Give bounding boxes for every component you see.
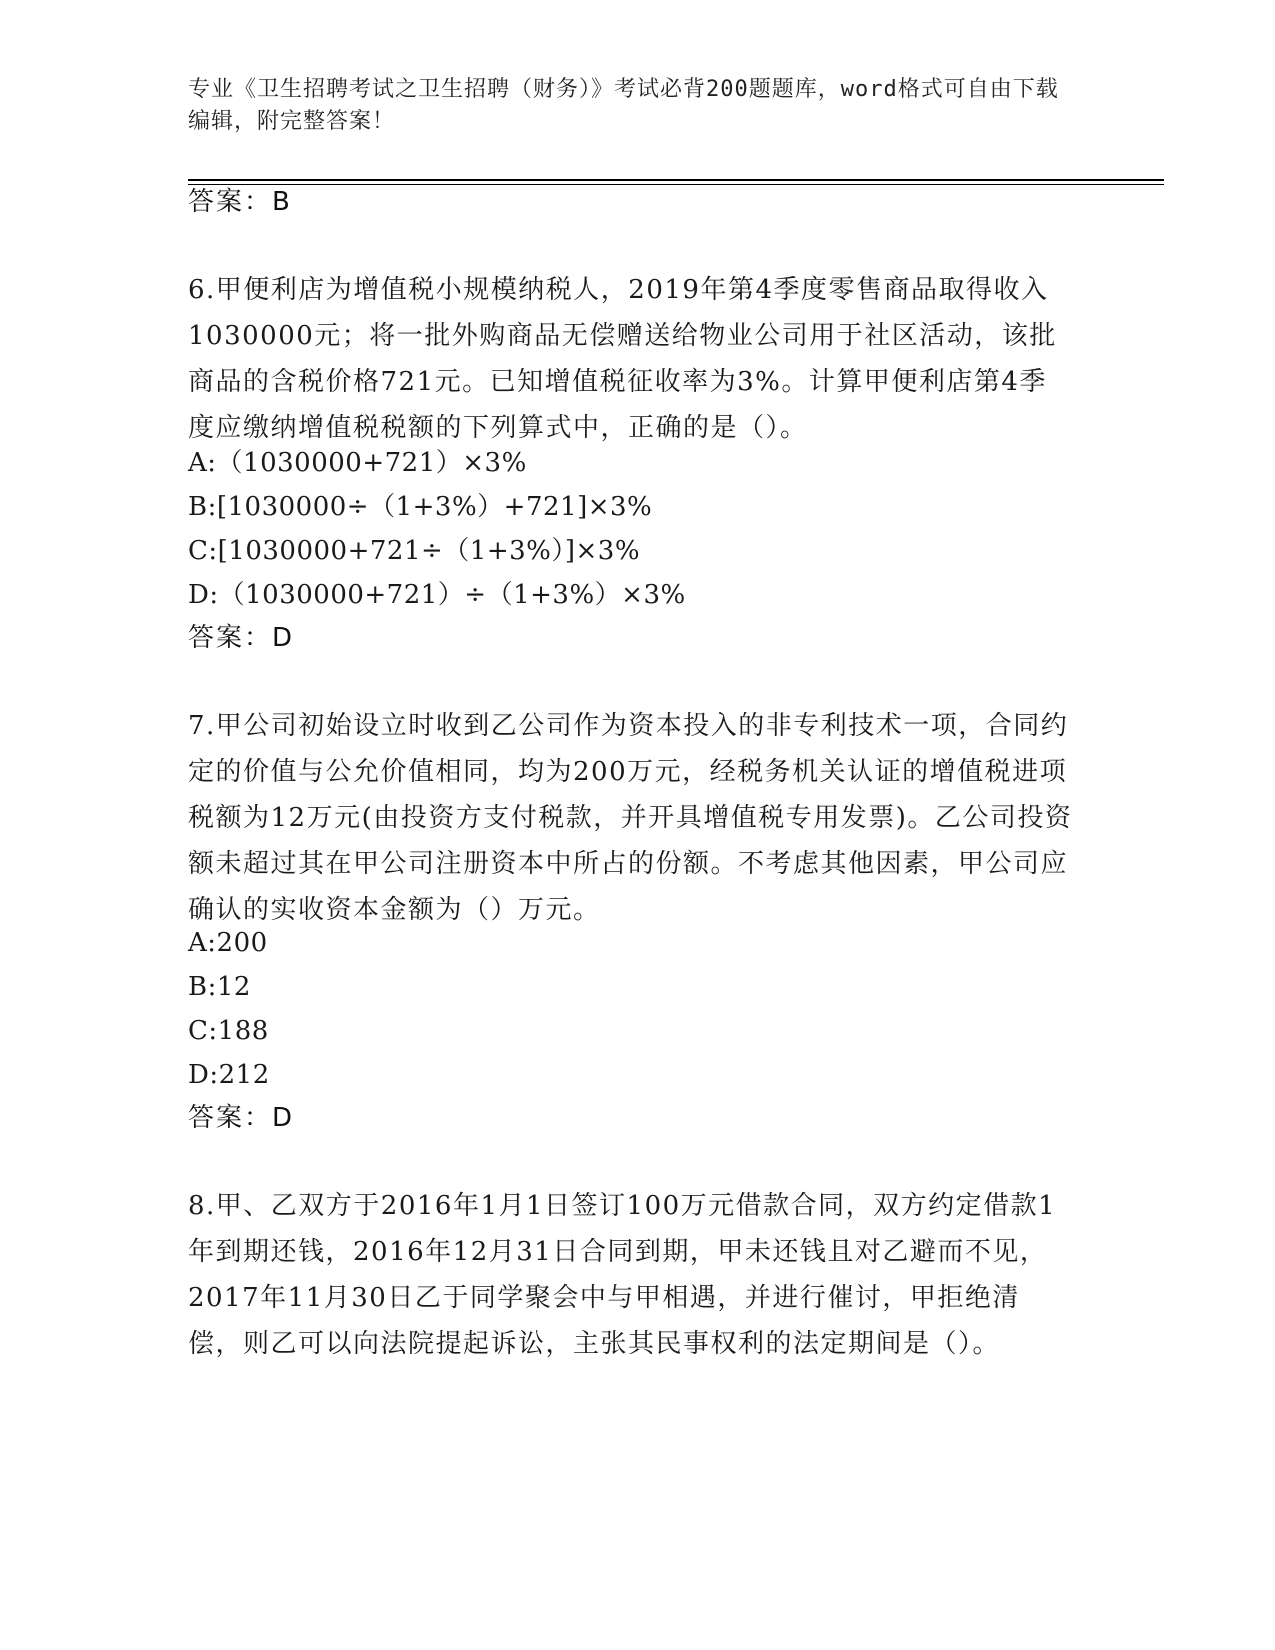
- option-d: D:212: [188, 1060, 270, 1090]
- question-text: 8.甲、乙双方于2016年1月1日签订100万元借款合同，双方约定借款1年到期还钱，2016年12月31日合同到期，甲未还钱且对乙避而不见，2017年11月30日乙于同学聚会中与甲相遇，并进行催讨，甲拒绝清偿，则乙可以向法院提起诉讼，主张其民事权利的法定期间是（）。: [188, 1191, 1057, 1359]
- option-c: C:[1030000+721÷（1+3%）]×3%: [188, 536, 641, 566]
- answer-value: D: [272, 1103, 293, 1133]
- answer-label: 答案：: [188, 1103, 273, 1133]
- header-divider-thick: [188, 179, 1164, 181]
- option-b: B:[1030000÷（1+3%）+721]×3%: [188, 492, 653, 522]
- question-text: 7.甲公司初始设立时收到乙公司作为资本投入的非专利技术一项，合同约定的价值与公允价值相同，均为200万元，经税务机关认证的增值税进项税额为12万元(由投资方支付税款，并开具增值税专用发票)。乙公司投资额未超过其在甲公司注册资本中所占的份额。不考虑其他因素，甲公司应确认的实收资本金额为（）万元。: [188, 711, 1073, 925]
- option-d: D:（1030000+721）÷（1+3%）×3%: [188, 580, 686, 610]
- option-a: A:200: [188, 928, 268, 958]
- question-text: 6.甲便利店为增值税小规模纳税人，2019年第4季度零售商品取得收入1030000元；将一批外购商品无偿赠送给物业公司用于社区活动，该批商品的含税价格721元。已知增值税征收率为3%。计算甲便利店第4季度应缴纳增值税税额的下列算式中，正确的是（）。: [188, 275, 1057, 443]
- option-a: A:（1030000+721）×3%: [188, 448, 527, 478]
- option-c: C:188: [188, 1016, 269, 1046]
- answer-value: B: [272, 187, 290, 217]
- option-b: B:12: [188, 972, 251, 1002]
- answer-line: [188, 1101, 388, 1135]
- answer-line: [188, 185, 388, 219]
- answer-value: D: [272, 623, 293, 653]
- answer-label: 答案：: [188, 623, 273, 653]
- page-header-text: 专业《卫生招聘考试之卫生招聘（财务）》考试必背200题题库，word格式可自由下载编辑，附完整答案！: [188, 77, 1059, 134]
- answer-line: [188, 621, 388, 655]
- answer-label: 答案：: [188, 187, 273, 217]
